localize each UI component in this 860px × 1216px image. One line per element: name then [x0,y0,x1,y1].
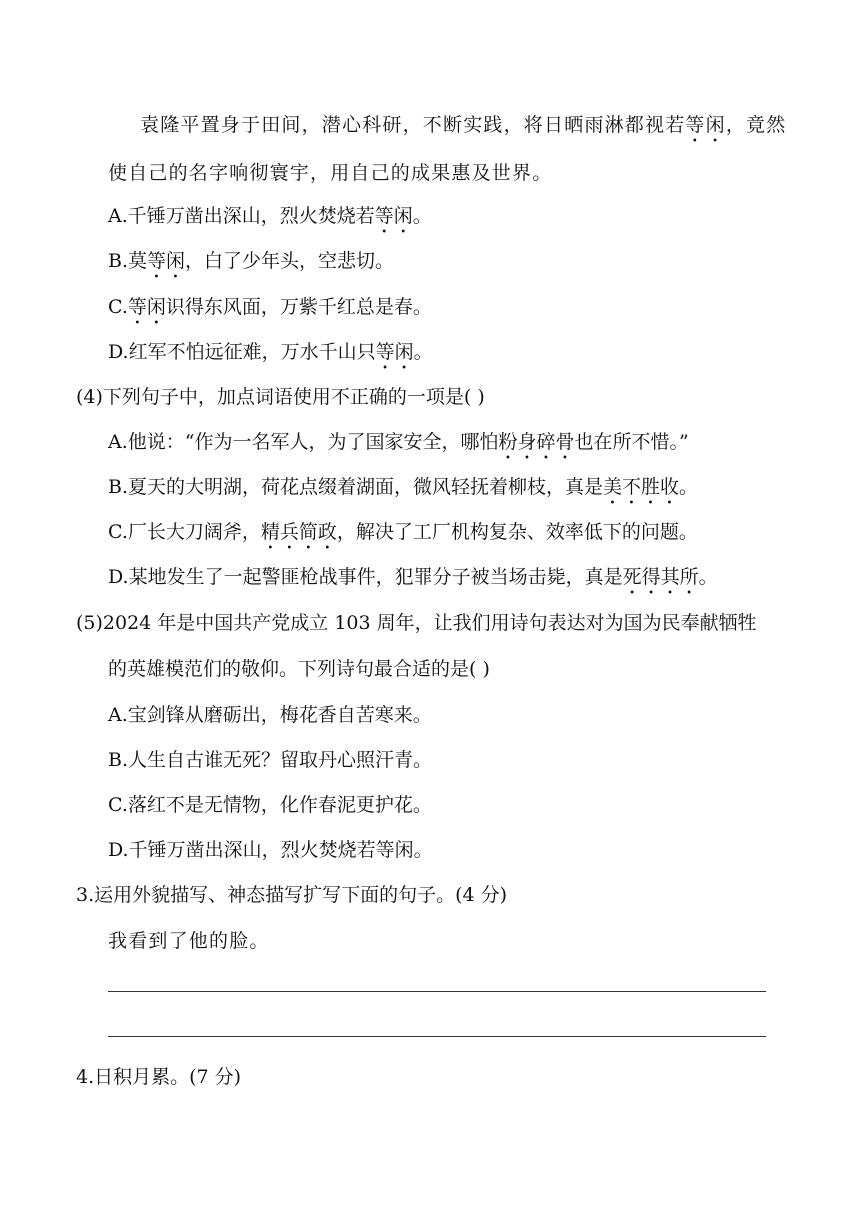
emphasized-word: 死得其所 [622,566,699,588]
q5-option-d[interactable]: D.千锤万凿出深山，烈火焚烧若等闲。 [108,839,433,861]
q4-option-a[interactable]: A.他说：“作为一名军人，为了国家安全，哪怕粉身碎骨也在所不惜。” [108,431,689,453]
option-c[interactable]: C.等闲识得东风面，万紫千红总是春。 [108,296,432,318]
passage-line-1 [140,112,786,147]
q4-option-d[interactable]: D.某地发生了一起警匪枪战事件，犯罪分子被当场击毙，真是死得其所。 [108,566,718,588]
section-3-sentence: 我看到了他的脸。 [108,930,270,952]
emphasized-word: 粉身碎骨 [498,431,575,453]
emphasized-word: 等闲 [685,114,726,136]
section-4-title: 4.日积月累。(7 分) [76,1066,242,1088]
q5-option-b[interactable]: B.人生自古谁无死？留取丹心照汗青。 [108,749,433,771]
section-3-title: 3.运用外貌描写、神态描写扩写下面的句子。(4 分) [76,884,508,906]
emphasized-word: 等闲 [375,341,414,363]
emphasized-word: 美不胜收 [603,476,680,498]
option-a[interactable]: A.千锤万凿出深山，烈火焚烧若等闲。 [108,205,432,227]
passage-text: ，竟然 [725,114,787,136]
emphasized-word: 等闲 [127,296,166,318]
q4-option-b[interactable]: B.夏天的大明湖，荷花点缀着湖面，微风轻抚着柳枝，真是美不胜收。 [108,476,699,498]
q5-option-c[interactable]: C.落红不是无情物，化作春泥更护花。 [108,794,432,816]
question-5-stem-line-2: 的英雄模范们的敬仰。下列诗句最合适的是( ) [108,658,490,680]
emphasized-word: 等闲 [147,250,186,272]
passage-line-2: 使自己的名字响彻寰宇，用自己的成果惠及世界。 [108,162,553,184]
option-b[interactable]: B.莫等闲，白了少年头，空悲切。 [108,250,395,272]
q4-option-c[interactable]: C.厂长大刀阔斧，精兵简政，解决了工厂机构复杂、效率低下的问题。 [108,521,698,543]
answer-line-1[interactable] [108,991,766,992]
q5-option-a[interactable]: A.宝剑锋从磨砺出，梅花香自苦寒来。 [108,704,432,726]
question-5-stem-line-1: (5)2024 年是中国共产党成立 103 周年，让我们用诗句表达对为国为民奉献牺牲 [76,612,757,634]
emphasized-word: 等闲 [374,205,413,227]
question-4-stem: (4)下列句子中，加点词语使用不正确的一项是( ) [76,386,485,408]
option-d[interactable]: D.红军不怕远征难，万水千山只等闲。 [108,341,433,363]
answer-line-2[interactable] [108,1036,766,1037]
passage-text: 袁隆平置身于田间，潜心科研，不断实践，将日晒雨淋都视若 [140,114,686,136]
emphasized-word: 精兵简政 [260,521,337,543]
